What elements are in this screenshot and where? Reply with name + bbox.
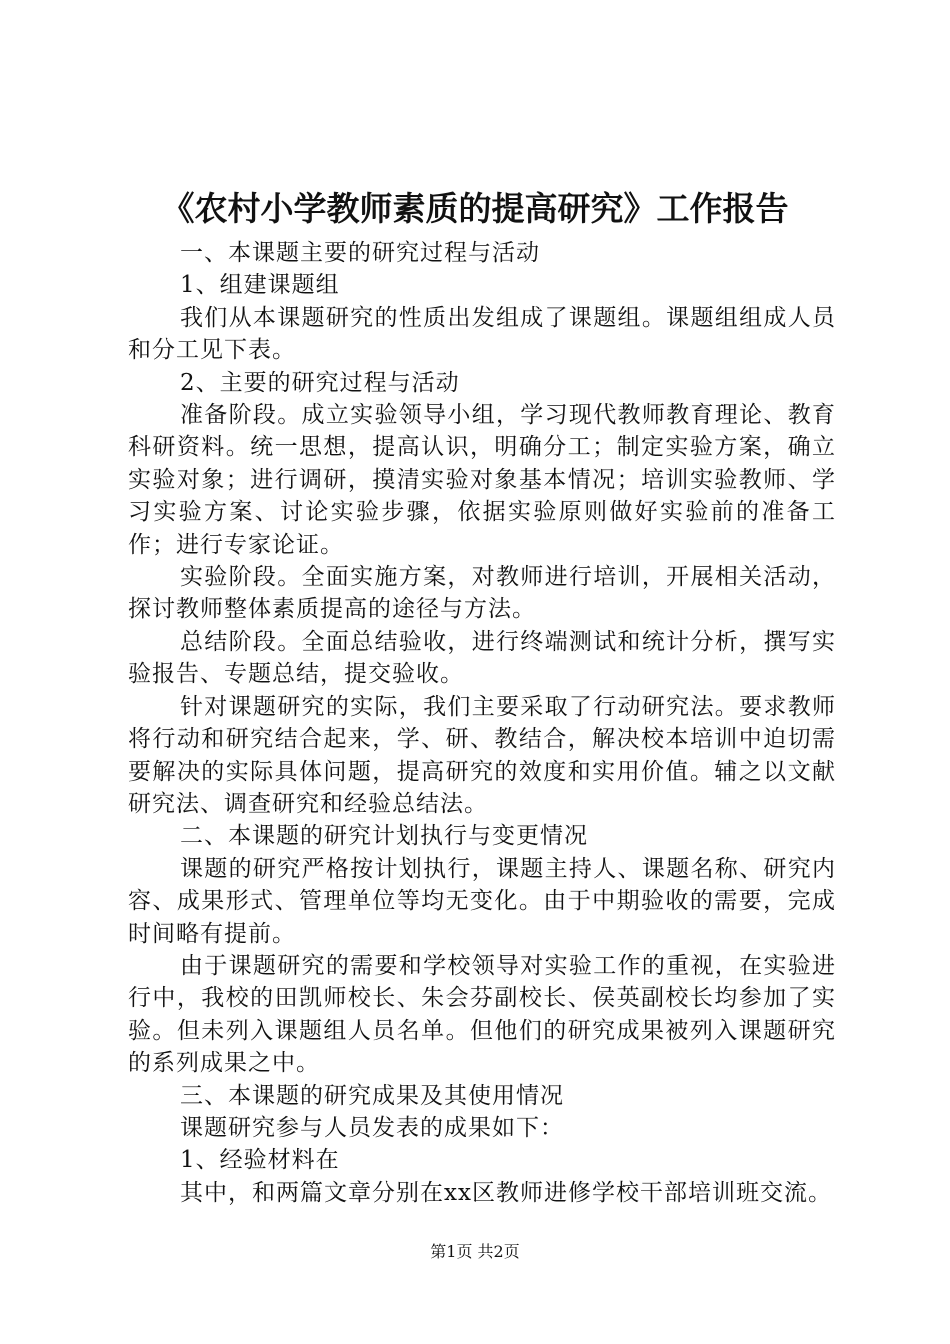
subheading-1-1: 1、组建课题组	[180, 272, 340, 299]
section-heading-3: 三、本课题的研究成果及其使用情况	[180, 1082, 564, 1109]
section-heading-2: 二、本课题的研究计划执行与变更情况	[180, 823, 588, 850]
paragraph: 由于课题研究的需要和学校领导对实验工作的重视，在实验进行中，我校的田凯师校长、朱会芬副校长、侯英副校长均参加了实验。但未列入课题组人员名单。但他们的研究成果被列入课题研究的系列成果之中。	[128, 952, 836, 1077]
document-body	[128, 237, 836, 1209]
paragraph: 准备阶段。成立实验领导小组，学习现代教师教育理论、教育科研资料。统一思想，提高认识，明确分工；制定实验方案，确立实验对象；进行调研，摸清实验对象基本情况；培训实验教师、学习实验方案、讨论实验步骤，依据实验原则做好实验前的准备工作；进行专家论证。	[128, 402, 836, 558]
paragraph: 课题研究参与人员发表的成果如下：	[180, 1114, 564, 1141]
paragraph: 总结阶段。全面总结验收，进行终端测试和统计分析，撰写实验报告、专题总结，提交验收。	[128, 628, 836, 688]
subheading-3-1: 1、经验材料在	[180, 1147, 340, 1174]
page-number-footer: 第1页 共2页	[430, 1242, 520, 1261]
subheading-1-2: 2、主要的研究过程与活动	[180, 369, 460, 396]
document-title: 《农村小学教师素质的提高研究》工作报告	[161, 189, 789, 228]
paragraph: 课题的研究严格按计划执行，课题主持人、课题名称、研究内容、成果形式、管理单位等均无变化。由于中期验收的需要，完成时间略有提前。	[128, 855, 836, 947]
paragraph: 我们从本课题研究的性质出发组成了课题组。课题组组成人员和分工见下表。	[128, 304, 836, 364]
paragraph: 实验阶段。全面实施方案，对教师进行培训，开展相关活动，探讨教师整体素质提高的途径与方法。	[128, 564, 836, 623]
section-heading-1: 一、本课题主要的研究过程与活动	[180, 240, 540, 266]
paragraph: 针对课题研究的实际，我们主要采取了行动研究法。要求教师将行动和研究结合起来，学、研、教结合，解决校本培训中迫切需要解决的实际具体问题，提高研究的效度和实用价值。辅之以文献研究法、调查研究和经验总结法。	[128, 693, 836, 817]
paragraph: 其中，和两篇文章分别在xx区教师进修学校干部培训班交流。	[180, 1179, 832, 1206]
